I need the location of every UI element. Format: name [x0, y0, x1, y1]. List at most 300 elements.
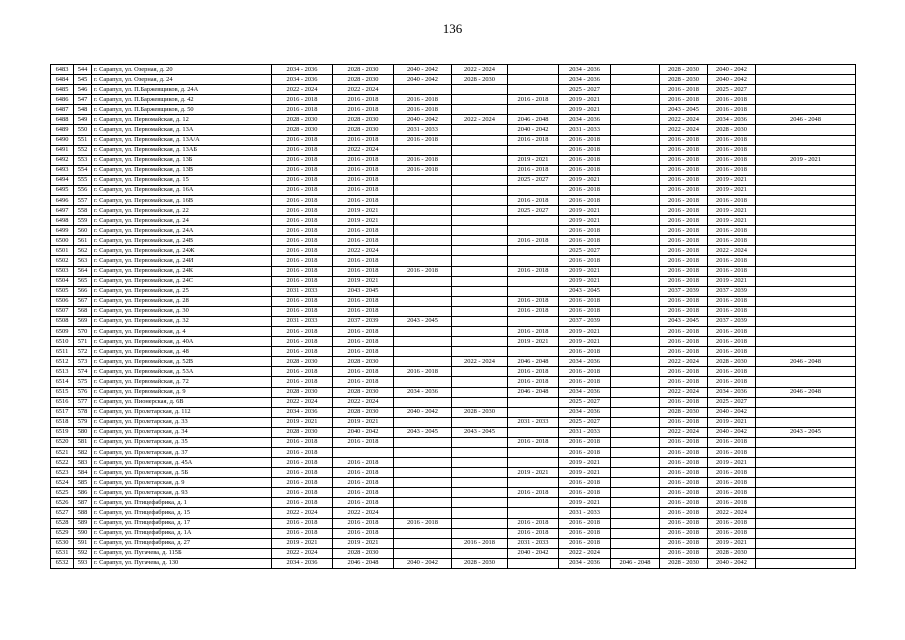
- year-cell-7: [611, 458, 660, 468]
- year-cell-5: 2016 - 2018: [508, 135, 559, 145]
- year-cell-7: [611, 155, 660, 165]
- row-number-cell: 6526: [51, 498, 74, 508]
- year-cell-6: 2016 - 2018: [559, 226, 611, 236]
- year-cell-7: [611, 397, 660, 407]
- address-cell: г. Сарапул, ул. Пролетарская, д. 35: [92, 437, 272, 447]
- year-cell-1: 2016 - 2018: [272, 135, 333, 145]
- year-cell-6: 2016 - 2018: [559, 165, 611, 175]
- year-cell-8: 2016 - 2018: [660, 498, 708, 508]
- year-cell-6: 2016 - 2018: [559, 518, 611, 528]
- table-row: [51, 95, 856, 105]
- year-cell-3: [394, 498, 452, 508]
- year-cell-2: 2016 - 2018: [333, 236, 394, 246]
- year-cell-9: 2016 - 2018: [708, 135, 756, 145]
- year-cell-8: 2043 - 2045: [660, 316, 708, 326]
- year-cell-6: 2016 - 2018: [559, 256, 611, 266]
- year-cell-6: 2016 - 2018: [559, 377, 611, 387]
- local-number-cell: 584: [74, 468, 92, 478]
- row-number-cell: 6492: [51, 155, 74, 165]
- year-cell-7: [611, 105, 660, 115]
- year-cell-7: [611, 206, 660, 216]
- year-cell-3: [394, 206, 452, 216]
- year-cell-3: [394, 478, 452, 488]
- address-cell: г. Сарапул, ул. Пугачева, д. 130: [92, 558, 272, 568]
- year-cell-3: [394, 216, 452, 226]
- year-cell-4: [452, 266, 508, 276]
- row-number-cell: 6491: [51, 145, 74, 155]
- year-cell-6: 2016 - 2018: [559, 488, 611, 498]
- year-cell-10: [756, 347, 856, 357]
- year-cell-4: [452, 437, 508, 447]
- year-cell-8: 2022 - 2024: [660, 115, 708, 125]
- year-cell-7: [611, 165, 660, 175]
- year-cell-2: 2016 - 2018: [333, 256, 394, 266]
- local-number-cell: 555: [74, 175, 92, 185]
- year-cell-1: 2028 - 2030: [272, 387, 333, 397]
- year-cell-3: 2043 - 2045: [394, 316, 452, 326]
- address-cell: г. Сарапул, ул. Пролетарская, д. 5Б: [92, 468, 272, 478]
- local-number-cell: 562: [74, 246, 92, 256]
- year-cell-4: [452, 196, 508, 206]
- year-cell-9: 2016 - 2018: [708, 165, 756, 175]
- table-row: [51, 145, 856, 155]
- table-row: [51, 377, 856, 387]
- year-cell-2: 2046 - 2048: [333, 558, 394, 568]
- address-cell: г. Сарапул, ул. Пугачева, д. 115Б: [92, 548, 272, 558]
- year-cell-4: [452, 246, 508, 256]
- year-cell-8: 2016 - 2018: [660, 397, 708, 407]
- local-number-cell: 568: [74, 306, 92, 316]
- year-cell-3: [394, 226, 452, 236]
- table-row: [51, 427, 856, 437]
- year-cell-2: 2016 - 2018: [333, 226, 394, 236]
- year-cell-3: [394, 185, 452, 195]
- year-cell-10: [756, 125, 856, 135]
- year-cell-10: [756, 296, 856, 306]
- year-cell-6: 2016 - 2018: [559, 528, 611, 538]
- table-row: [51, 447, 856, 457]
- year-cell-9: 2028 - 2030: [708, 125, 756, 135]
- year-cell-1: 2016 - 2018: [272, 518, 333, 528]
- year-cell-7: [611, 478, 660, 488]
- year-cell-4: [452, 155, 508, 165]
- year-cell-3: 2016 - 2018: [394, 518, 452, 528]
- year-cell-6: 2019 - 2021: [559, 105, 611, 115]
- year-cell-1: 2016 - 2018: [272, 488, 333, 498]
- year-cell-7: [611, 175, 660, 185]
- year-cell-7: [611, 115, 660, 125]
- year-cell-7: [611, 488, 660, 498]
- address-cell: г. Сарапул, ул. Первомайская, д. 13В: [92, 165, 272, 175]
- year-cell-2: 2016 - 2018: [333, 488, 394, 498]
- year-cell-4: [452, 347, 508, 357]
- address-cell: г. Сарапул, ул. Первомайская, д. 24В: [92, 236, 272, 246]
- year-cell-9: 2019 - 2021: [708, 185, 756, 195]
- table-row: [51, 85, 856, 95]
- year-cell-5: 2016 - 2018: [508, 306, 559, 316]
- year-cell-10: [756, 327, 856, 337]
- year-cell-9: 2040 - 2042: [708, 407, 756, 417]
- year-cell-5: [508, 558, 559, 568]
- year-cell-2: 2016 - 2018: [333, 468, 394, 478]
- year-cell-5: 2025 - 2027: [508, 175, 559, 185]
- year-cell-10: [756, 85, 856, 95]
- year-cell-5: 2016 - 2018: [508, 327, 559, 337]
- row-number-cell: 6522: [51, 458, 74, 468]
- local-number-cell: 582: [74, 447, 92, 457]
- year-cell-1: 2034 - 2036: [272, 558, 333, 568]
- year-cell-3: [394, 256, 452, 266]
- year-cell-4: [452, 468, 508, 478]
- year-cell-10: [756, 216, 856, 226]
- year-cell-2: 2016 - 2018: [333, 478, 394, 488]
- local-number-cell: 561: [74, 236, 92, 246]
- address-cell: г. Сарапул, ул. Первомайская, д. 48: [92, 347, 272, 357]
- table-row: [51, 498, 856, 508]
- year-cell-3: [394, 347, 452, 357]
- year-cell-1: 2016 - 2018: [272, 95, 333, 105]
- year-cell-8: 2016 - 2018: [660, 145, 708, 155]
- address-cell: г. Сарапул, ул. Первомайская, д. 13А: [92, 125, 272, 135]
- table-row: [51, 387, 856, 397]
- year-cell-10: [756, 458, 856, 468]
- row-number-cell: 6509: [51, 327, 74, 337]
- local-number-cell: 547: [74, 95, 92, 105]
- year-cell-4: [452, 165, 508, 175]
- year-cell-6: 2025 - 2027: [559, 85, 611, 95]
- year-cell-3: [394, 145, 452, 155]
- local-number-cell: 550: [74, 125, 92, 135]
- year-cell-8: 2016 - 2018: [660, 488, 708, 498]
- local-number-cell: 546: [74, 85, 92, 95]
- year-cell-7: [611, 498, 660, 508]
- table-row: [51, 327, 856, 337]
- year-cell-6: 2025 - 2027: [559, 397, 611, 407]
- year-cell-3: [394, 528, 452, 538]
- local-number-cell: 557: [74, 196, 92, 206]
- year-cell-5: 2016 - 2018: [508, 367, 559, 377]
- year-cell-7: [611, 236, 660, 246]
- year-cell-3: 2016 - 2018: [394, 266, 452, 276]
- year-cell-9: 2016 - 2018: [708, 518, 756, 528]
- year-cell-7: [611, 367, 660, 377]
- year-cell-3: [394, 357, 452, 367]
- year-cell-2: 2022 - 2024: [333, 85, 394, 95]
- local-number-cell: 581: [74, 437, 92, 447]
- schedule-table-container: [50, 64, 855, 569]
- table-row: [51, 508, 856, 518]
- year-cell-1: 2022 - 2024: [272, 508, 333, 518]
- year-cell-6: 2037 - 2039: [559, 316, 611, 326]
- year-cell-9: 2019 - 2021: [708, 417, 756, 427]
- year-cell-10: [756, 478, 856, 488]
- row-number-cell: 6515: [51, 387, 74, 397]
- year-cell-1: 2016 - 2018: [272, 105, 333, 115]
- year-cell-4: [452, 175, 508, 185]
- year-cell-9: 2028 - 2030: [708, 357, 756, 367]
- address-cell: г. Сарапул, ул. Первомайская, д. 52В: [92, 357, 272, 367]
- year-cell-2: 2022 - 2024: [333, 397, 394, 407]
- address-cell: г. Сарапул, ул. Первомайская, д. 53А: [92, 367, 272, 377]
- year-cell-5: 2016 - 2018: [508, 377, 559, 387]
- year-cell-8: 2016 - 2018: [660, 508, 708, 518]
- year-cell-4: [452, 185, 508, 195]
- year-cell-10: [756, 417, 856, 427]
- year-cell-4: [452, 387, 508, 397]
- table-row: [51, 478, 856, 488]
- year-cell-9: 2016 - 2018: [708, 327, 756, 337]
- year-cell-9: 2016 - 2018: [708, 447, 756, 457]
- year-cell-2: 2016 - 2018: [333, 165, 394, 175]
- local-number-cell: 556: [74, 185, 92, 195]
- year-cell-5: [508, 286, 559, 296]
- year-cell-1: 2016 - 2018: [272, 447, 333, 457]
- year-cell-6: 2016 - 2018: [559, 437, 611, 447]
- year-cell-1: 2034 - 2036: [272, 65, 333, 75]
- address-cell: г. Сарапул, ул. Первомайская, д. 24К: [92, 266, 272, 276]
- year-cell-7: [611, 256, 660, 266]
- year-cell-3: [394, 458, 452, 468]
- year-cell-5: 2031 - 2033: [508, 417, 559, 427]
- local-number-cell: 554: [74, 165, 92, 175]
- year-cell-4: [452, 327, 508, 337]
- year-cell-9: 2040 - 2042: [708, 558, 756, 568]
- year-cell-7: [611, 95, 660, 105]
- year-cell-9: 2025 - 2027: [708, 85, 756, 95]
- year-cell-1: 2016 - 2018: [272, 337, 333, 347]
- year-cell-10: [756, 226, 856, 236]
- row-number-cell: 6514: [51, 377, 74, 387]
- year-cell-9: 2016 - 2018: [708, 337, 756, 347]
- year-cell-6: 2019 - 2021: [559, 276, 611, 286]
- year-cell-6: 2019 - 2021: [559, 95, 611, 105]
- year-cell-7: [611, 75, 660, 85]
- year-cell-1: 2028 - 2030: [272, 125, 333, 135]
- table-row: [51, 538, 856, 548]
- year-cell-10: 2046 - 2048: [756, 357, 856, 367]
- year-cell-5: 2019 - 2021: [508, 337, 559, 347]
- year-cell-5: [508, 65, 559, 75]
- local-number-cell: 570: [74, 327, 92, 337]
- year-cell-6: 2016 - 2018: [559, 155, 611, 165]
- year-cell-1: 2028 - 2030: [272, 115, 333, 125]
- year-cell-5: [508, 407, 559, 417]
- year-cell-2: [333, 447, 394, 457]
- year-cell-4: [452, 145, 508, 155]
- address-cell: г. Сарапул, ул. Озерная, д. 24: [92, 75, 272, 85]
- year-cell-4: [452, 135, 508, 145]
- year-cell-2: 2022 - 2024: [333, 508, 394, 518]
- year-cell-1: 2031 - 2033: [272, 316, 333, 326]
- year-cell-7: [611, 387, 660, 397]
- year-cell-10: [756, 337, 856, 347]
- local-number-cell: 575: [74, 377, 92, 387]
- year-cell-6: 2031 - 2033: [559, 508, 611, 518]
- table-row: [51, 558, 856, 568]
- year-cell-1: 2016 - 2018: [272, 256, 333, 266]
- year-cell-5: [508, 347, 559, 357]
- row-number-cell: 6530: [51, 538, 74, 548]
- year-cell-9: 2019 - 2021: [708, 538, 756, 548]
- address-cell: г. Сарапул, ул. Первомайская, д. 32: [92, 316, 272, 326]
- table-row: [51, 135, 856, 145]
- local-number-cell: 588: [74, 508, 92, 518]
- row-number-cell: 6527: [51, 508, 74, 518]
- local-number-cell: 567: [74, 296, 92, 306]
- year-cell-8: 2016 - 2018: [660, 337, 708, 347]
- year-cell-5: 2019 - 2021: [508, 155, 559, 165]
- year-cell-8: 2016 - 2018: [660, 246, 708, 256]
- local-number-cell: 572: [74, 347, 92, 357]
- year-cell-2: 2016 - 2018: [333, 196, 394, 206]
- year-cell-4: [452, 377, 508, 387]
- year-cell-8: 2016 - 2018: [660, 327, 708, 337]
- year-cell-5: [508, 397, 559, 407]
- year-cell-5: [508, 256, 559, 266]
- year-cell-5: 2019 - 2021: [508, 468, 559, 478]
- address-cell: г. Сарапул, ул. Первомайская, д. 15: [92, 175, 272, 185]
- table-row: [51, 105, 856, 115]
- year-cell-3: 2016 - 2018: [394, 165, 452, 175]
- address-cell: г. Сарапул, ул. Первомайская, д. 72: [92, 377, 272, 387]
- year-cell-7: [611, 276, 660, 286]
- table-row: [51, 196, 856, 206]
- year-cell-6: 2016 - 2018: [559, 185, 611, 195]
- year-cell-1: 2016 - 2018: [272, 206, 333, 216]
- row-number-cell: 6497: [51, 206, 74, 216]
- year-cell-10: [756, 175, 856, 185]
- local-number-cell: 579: [74, 417, 92, 427]
- year-cell-3: 2040 - 2042: [394, 407, 452, 417]
- year-cell-2: 2016 - 2018: [333, 498, 394, 508]
- year-cell-2: 2037 - 2039: [333, 316, 394, 326]
- year-cell-6: 2016 - 2018: [559, 538, 611, 548]
- year-cell-8: 2016 - 2018: [660, 367, 708, 377]
- year-cell-3: [394, 236, 452, 246]
- table-row: [51, 276, 856, 286]
- year-cell-1: 2016 - 2018: [272, 347, 333, 357]
- year-cell-6: 2016 - 2018: [559, 145, 611, 155]
- year-cell-8: 2016 - 2018: [660, 518, 708, 528]
- year-cell-3: 2031 - 2033: [394, 125, 452, 135]
- year-cell-5: 2016 - 2018: [508, 196, 559, 206]
- year-cell-5: 2016 - 2018: [508, 528, 559, 538]
- row-number-cell: 6511: [51, 347, 74, 357]
- year-cell-4: [452, 85, 508, 95]
- year-cell-2: 2019 - 2021: [333, 417, 394, 427]
- table-row: [51, 417, 856, 427]
- address-cell: г. Сарапул, ул. Первомайская, д. 24С: [92, 276, 272, 286]
- year-cell-1: 2016 - 2018: [272, 478, 333, 488]
- address-cell: г. Сарапул, ул. Первомайская, д. 28: [92, 296, 272, 306]
- year-cell-4: [452, 216, 508, 226]
- year-cell-5: 2016 - 2018: [508, 488, 559, 498]
- table-row: [51, 347, 856, 357]
- address-cell: г. Сарапул, ул. Первомайская, д. 24И: [92, 256, 272, 266]
- year-cell-2: 2028 - 2030: [333, 548, 394, 558]
- year-cell-10: [756, 196, 856, 206]
- year-cell-4: [452, 478, 508, 488]
- year-cell-9: 2016 - 2018: [708, 95, 756, 105]
- year-cell-8: 2028 - 2030: [660, 558, 708, 568]
- year-cell-5: [508, 478, 559, 488]
- row-number-cell: 6524: [51, 478, 74, 488]
- year-cell-8: 2016 - 2018: [660, 276, 708, 286]
- row-number-cell: 6516: [51, 397, 74, 407]
- year-cell-3: [394, 447, 452, 457]
- address-cell: г. Сарапул, ул. Первомайская, д. 13АБ: [92, 145, 272, 155]
- year-cell-4: 2022 - 2024: [452, 65, 508, 75]
- year-cell-10: [756, 256, 856, 266]
- year-cell-9: 2016 - 2018: [708, 226, 756, 236]
- year-cell-7: [611, 508, 660, 518]
- table-row: [51, 548, 856, 558]
- year-cell-9: 2037 - 2039: [708, 316, 756, 326]
- table-row: [51, 488, 856, 498]
- year-cell-2: 2022 - 2024: [333, 246, 394, 256]
- row-number-cell: 6507: [51, 306, 74, 316]
- year-cell-6: 2025 - 2027: [559, 417, 611, 427]
- year-cell-2: 2022 - 2024: [333, 145, 394, 155]
- year-cell-5: [508, 216, 559, 226]
- year-cell-10: [756, 95, 856, 105]
- table-row: [51, 407, 856, 417]
- year-cell-4: [452, 498, 508, 508]
- year-cell-7: [611, 518, 660, 528]
- year-cell-4: 2043 - 2045: [452, 427, 508, 437]
- year-cell-3: 2016 - 2018: [394, 105, 452, 115]
- row-number-cell: 6498: [51, 216, 74, 226]
- row-number-cell: 6505: [51, 286, 74, 296]
- year-cell-5: [508, 498, 559, 508]
- year-cell-1: 2016 - 2018: [272, 276, 333, 286]
- table-row: [51, 468, 856, 478]
- year-cell-1: 2016 - 2018: [272, 145, 333, 155]
- local-number-cell: 589: [74, 518, 92, 528]
- year-cell-5: 2040 - 2042: [508, 125, 559, 135]
- year-cell-9: 2016 - 2018: [708, 296, 756, 306]
- year-cell-9: 2016 - 2018: [708, 367, 756, 377]
- year-cell-2: 2016 - 2018: [333, 437, 394, 447]
- year-cell-6: 2016 - 2018: [559, 347, 611, 357]
- year-cell-4: [452, 528, 508, 538]
- year-cell-4: [452, 488, 508, 498]
- year-cell-7: [611, 447, 660, 457]
- year-cell-9: 2016 - 2018: [708, 145, 756, 155]
- year-cell-6: 2019 - 2021: [559, 498, 611, 508]
- year-cell-7: [611, 437, 660, 447]
- year-cell-9: 2016 - 2018: [708, 256, 756, 266]
- year-cell-3: [394, 286, 452, 296]
- year-cell-8: 2016 - 2018: [660, 256, 708, 266]
- year-cell-4: [452, 95, 508, 105]
- address-cell: г. Сарапул, ул. П.Баржевщиков, д. 42: [92, 95, 272, 105]
- year-cell-4: [452, 276, 508, 286]
- year-cell-1: 2028 - 2030: [272, 357, 333, 367]
- row-number-cell: 6494: [51, 175, 74, 185]
- year-cell-7: [611, 316, 660, 326]
- year-cell-8: 2022 - 2024: [660, 387, 708, 397]
- year-cell-7: [611, 65, 660, 75]
- table-row: [51, 437, 856, 447]
- row-number-cell: 6483: [51, 65, 74, 75]
- year-cell-8: 2022 - 2024: [660, 357, 708, 367]
- year-cell-4: 2028 - 2030: [452, 407, 508, 417]
- table-row: [51, 296, 856, 306]
- local-number-cell: 587: [74, 498, 92, 508]
- year-cell-10: [756, 105, 856, 115]
- year-cell-9: 2016 - 2018: [708, 196, 756, 206]
